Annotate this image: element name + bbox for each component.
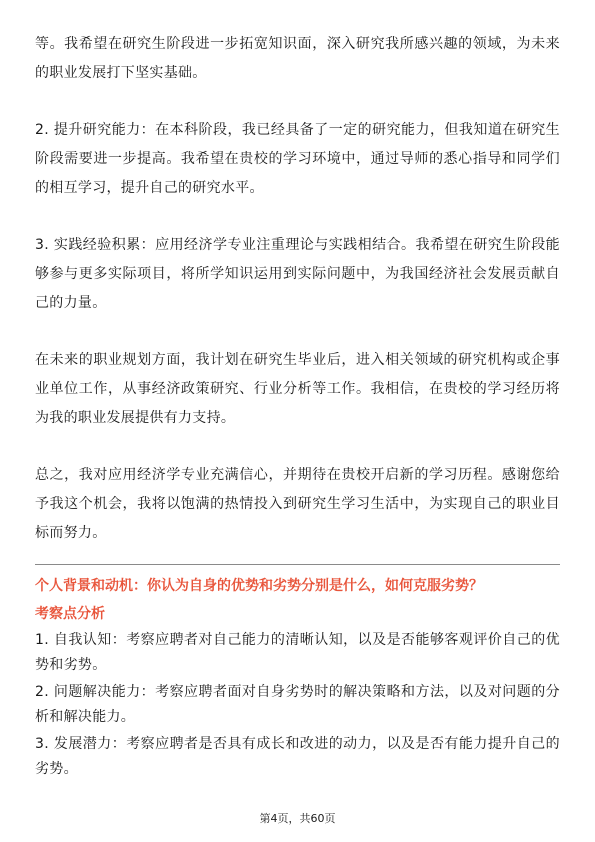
paragraph-research-ability: 2. 提升研究能力：在本科阶段，我已经具备了一定的研究能力，但我知道在研究生阶段需要进一步提高。我希望在贵校的学习环境中，通过导师的悉心指导和同学们的相互学习，提升自己的研究水平。 xyxy=(35,122,560,196)
paragraph-career-plan: 在未来的职业规划方面，我计划在研究生毕业后，进入相关领域的研究机构或企事业单位工作，从事经济政策研究、行业分析等工作。我相信，在贵校的学习经历将为我的职业发展提供有力支持。 xyxy=(35,352,560,426)
page-number: 第4页，共60页 xyxy=(259,812,336,825)
analysis-item: 3. 发展潜力：考察应聘者是否具有成长和改进的动力，以及是否有能力提升自己的劣势。 xyxy=(35,736,560,777)
analysis-heading: 考察点分析 xyxy=(35,606,105,622)
section-divider xyxy=(35,564,560,565)
analysis-item: 1. 自我认知：考察应聘者对自己能力的清晰认知，以及是否能够客观评价自己的优势和劣势。 xyxy=(35,632,560,673)
paragraph-conclusion: 总之，我对应用经济学专业充满信心，并期待在贵校开启新的学习历程。感谢您给予我这个机会，我将以饱满的热情投入到研究生学习生活中，为实现自己的职业目标而努力。 xyxy=(35,467,560,541)
paragraph-intro-continuation: 等。我希望在研究生阶段进一步拓宽知识面，深入研究我所感兴趣的领域，为未来的职业发展打下坚实基础。 xyxy=(35,36,560,81)
interview-question: 个人背景和动机：你认为自身的优势和劣势分别是什么，如何克服劣势？ xyxy=(35,578,483,594)
document-page xyxy=(35,30,560,784)
analysis-item: 2. 问题解决能力：考察应聘者面对自身劣势时的解决策略和方法，以及对问题的分析和解决能力。 xyxy=(35,684,560,725)
paragraph-practice-experience: 3. 实践经验积累：应用经济学专业注重理论与实践相结合。我希望在研究生阶段能够参与更多实际项目，将所学知识运用到实际问题中，为我国经济社会发展贡献自己的力量。 xyxy=(35,237,560,311)
